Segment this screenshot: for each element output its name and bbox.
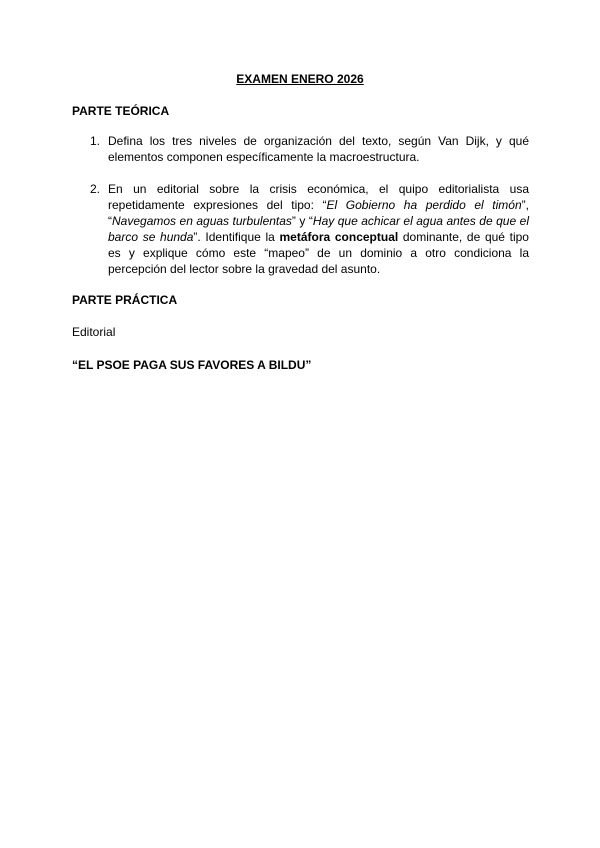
theory-section-heading: PARTE TEÓRICA <box>72 104 170 118</box>
question-text-rest: dominante, de qué tipo es y explique cómo este “mapeo” de un dominio a otro condiciona la percepción del lector sobre la gravedad del asunto. <box>108 230 529 276</box>
question-item-1 <box>72 133 529 165</box>
quote-mark: ” <box>193 230 198 244</box>
question-item-2 <box>72 181 529 277</box>
quote-separator: ”, <box>521 198 529 212</box>
key-term: metáfora conceptual <box>279 230 399 244</box>
quote-separator: ” y <box>291 214 309 228</box>
editorial-title: “EL PSOE PAGA SUS FAVORES A BILDU” <box>72 358 312 372</box>
quoted-expression: El Gobierno ha perdido el timón <box>326 198 522 212</box>
quote-mark: “ <box>322 198 327 212</box>
question-number: 1. <box>90 134 101 148</box>
practice-section-heading: PARTE PRÁCTICA <box>72 293 178 307</box>
editorial-label: Editorial <box>72 325 116 339</box>
quoted-expression: Navegamos en aguas turbulentas <box>112 214 292 228</box>
question-text: Defina los tres niveles de organización del texto, según Van Dijk, y qué elementos componen específicamente la macroestructura. <box>108 134 529 164</box>
question-list <box>72 133 529 277</box>
question-text-mid: . Identifique la <box>197 230 280 244</box>
exam-title: EXAMEN ENERO 2026 <box>236 72 364 86</box>
question-number: 2. <box>90 182 101 196</box>
quote-mark: “ <box>108 214 112 228</box>
quote-mark: “ <box>308 214 313 228</box>
question-text-intro: En un editorial sobre la crisis económica, el quipo editorialista usa repetidamente expresiones del tipo: <box>108 182 529 212</box>
quoted-expression: Hay que achicar el agua antes de que el barco se hunda <box>108 214 529 244</box>
